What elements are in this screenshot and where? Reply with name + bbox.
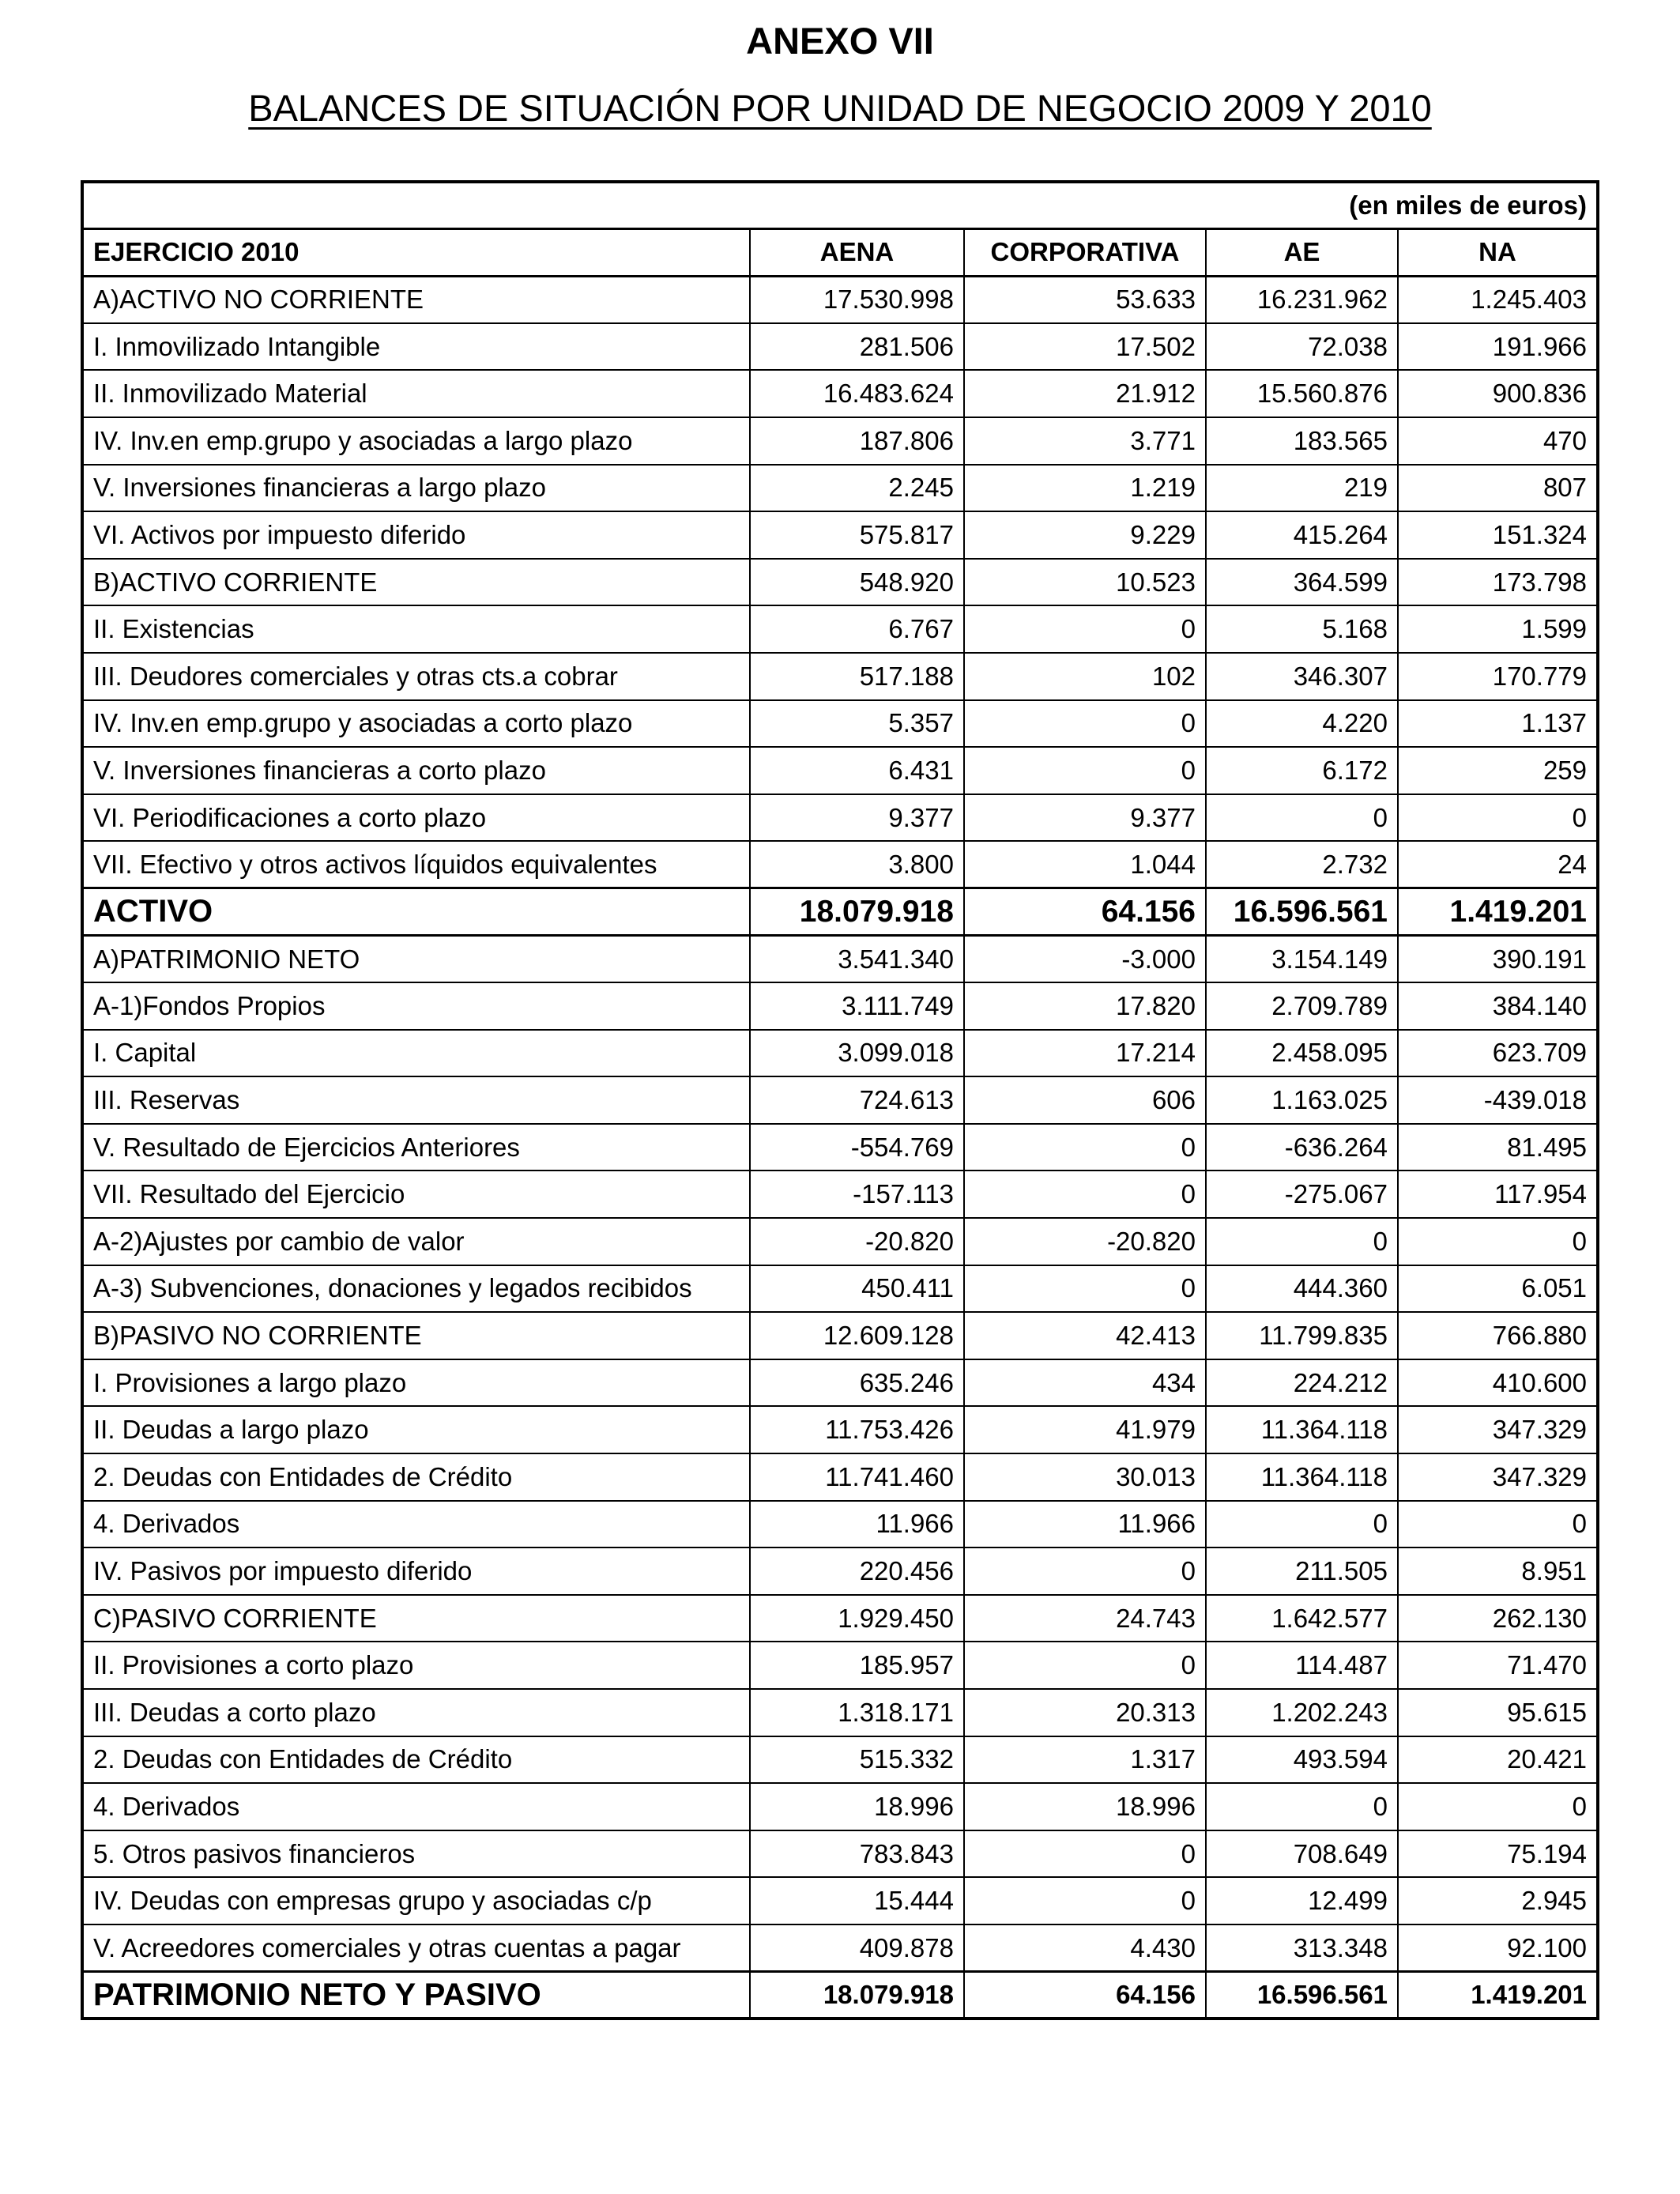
cell-aena: -554.769 bbox=[750, 1124, 964, 1171]
cell-ae: 1.202.243 bbox=[1206, 1689, 1398, 1736]
cell-corporativa: 17.820 bbox=[964, 982, 1206, 1030]
cell-ae: 0 bbox=[1206, 1501, 1398, 1548]
cell-na: 0 bbox=[1398, 794, 1598, 842]
cell-aena: 6.431 bbox=[750, 747, 964, 794]
table-row bbox=[82, 841, 1598, 888]
cell-na: 71.470 bbox=[1398, 1642, 1598, 1689]
cell-ae: 11.364.118 bbox=[1206, 1453, 1398, 1501]
cell-ae: 15.560.876 bbox=[1206, 370, 1398, 417]
cell-ae: 16.231.962 bbox=[1206, 276, 1398, 323]
row-label: I. Capital bbox=[82, 1030, 750, 1077]
cell-ae: 444.360 bbox=[1206, 1265, 1398, 1313]
cell-aena: 517.188 bbox=[750, 653, 964, 700]
cell-na: 900.836 bbox=[1398, 370, 1598, 417]
table-row bbox=[82, 323, 1598, 371]
cell-ae: 12.499 bbox=[1206, 1877, 1398, 1924]
cell-aena: 18.079.918 bbox=[750, 888, 964, 936]
cell-aena: 724.613 bbox=[750, 1076, 964, 1124]
cell-ae: 364.599 bbox=[1206, 559, 1398, 606]
row-label: I. Provisiones a largo plazo bbox=[82, 1359, 750, 1407]
cell-na: 623.709 bbox=[1398, 1030, 1598, 1077]
table-row bbox=[82, 1642, 1598, 1689]
cell-na: 1.599 bbox=[1398, 605, 1598, 653]
cell-aena: 450.411 bbox=[750, 1265, 964, 1313]
table-row bbox=[82, 653, 1598, 700]
cell-na: 75.194 bbox=[1398, 1830, 1598, 1878]
row-label: V. Acreedores comerciales y otras cuentas a pagar bbox=[82, 1924, 750, 1972]
cell-na: 0 bbox=[1398, 1501, 1598, 1548]
cell-aena: 17.530.998 bbox=[750, 276, 964, 323]
cell-ae: 313.348 bbox=[1206, 1924, 1398, 1972]
cell-ae: 493.594 bbox=[1206, 1736, 1398, 1784]
cell-aena: 2.245 bbox=[750, 465, 964, 512]
cell-na: 347.329 bbox=[1398, 1406, 1598, 1453]
table-row bbox=[82, 1547, 1598, 1595]
cell-na: 259 bbox=[1398, 747, 1598, 794]
cell-na: 92.100 bbox=[1398, 1924, 1598, 1972]
cell-aena: 6.767 bbox=[750, 605, 964, 653]
cell-aena: 281.506 bbox=[750, 323, 964, 371]
table-row bbox=[82, 1076, 1598, 1124]
cell-na: 1.419.201 bbox=[1398, 888, 1598, 936]
cell-na: 151.324 bbox=[1398, 511, 1598, 559]
cell-corporativa: 11.966 bbox=[964, 1501, 1206, 1548]
row-label: B)PASIVO NO CORRIENTE bbox=[82, 1312, 750, 1359]
cell-aena: 12.609.128 bbox=[750, 1312, 964, 1359]
row-label: III. Deudores comerciales y otras cts.a cobrar bbox=[82, 653, 750, 700]
cell-aena: 575.817 bbox=[750, 511, 964, 559]
cell-ae: -636.264 bbox=[1206, 1124, 1398, 1171]
cell-na: 1.245.403 bbox=[1398, 276, 1598, 323]
cell-na: 81.495 bbox=[1398, 1124, 1598, 1171]
cell-na: 390.191 bbox=[1398, 936, 1598, 983]
cell-corporativa: 9.229 bbox=[964, 511, 1206, 559]
cell-corporativa: 53.633 bbox=[964, 276, 1206, 323]
cell-na: 1.419.201 bbox=[1398, 1972, 1598, 2019]
cell-ae: 0 bbox=[1206, 1218, 1398, 1265]
cell-na: 410.600 bbox=[1398, 1359, 1598, 1407]
row-label: I. Inmovilizado Intangible bbox=[82, 323, 750, 371]
row-label: V. Inversiones financieras a corto plazo bbox=[82, 747, 750, 794]
cell-na: 0 bbox=[1398, 1783, 1598, 1830]
row-label: IV. Inv.en emp.grupo y asociadas a corto plazo bbox=[82, 700, 750, 748]
page-title: ANEXO VII bbox=[746, 20, 934, 62]
cell-aena: 18.996 bbox=[750, 1783, 964, 1830]
cell-na: 0 bbox=[1398, 1218, 1598, 1265]
cell-ae: 3.154.149 bbox=[1206, 936, 1398, 983]
row-label: A-1)Fondos Propios bbox=[82, 982, 750, 1030]
row-label: VI. Periodificaciones a corto plazo bbox=[82, 794, 750, 842]
cell-aena: 11.741.460 bbox=[750, 1453, 964, 1501]
page-subtitle bbox=[0, 84, 1680, 133]
column-header-aena: AENA bbox=[750, 229, 964, 277]
row-label: 4. Derivados bbox=[82, 1783, 750, 1830]
cell-na: 173.798 bbox=[1398, 559, 1598, 606]
cell-corporativa: 24.743 bbox=[964, 1595, 1206, 1642]
cell-aena: 548.920 bbox=[750, 559, 964, 606]
cell-ae: 2.709.789 bbox=[1206, 982, 1398, 1030]
cell-na: 191.966 bbox=[1398, 323, 1598, 371]
cell-ae: 72.038 bbox=[1206, 323, 1398, 371]
table-row bbox=[82, 1218, 1598, 1265]
table-row bbox=[82, 417, 1598, 465]
cell-corporativa: 0 bbox=[964, 700, 1206, 748]
table-row bbox=[82, 936, 1598, 983]
cell-aena: 783.843 bbox=[750, 1830, 964, 1878]
cell-corporativa: 17.214 bbox=[964, 1030, 1206, 1077]
cell-aena: 1.929.450 bbox=[750, 1595, 964, 1642]
table-row bbox=[82, 1171, 1598, 1218]
cell-corporativa: 102 bbox=[964, 653, 1206, 700]
cell-aena: 16.483.624 bbox=[750, 370, 964, 417]
cell-corporativa: 0 bbox=[964, 1171, 1206, 1218]
units-row bbox=[82, 182, 1598, 229]
cell-aena: 3.800 bbox=[750, 841, 964, 888]
cell-na: 470 bbox=[1398, 417, 1598, 465]
table-row bbox=[82, 1124, 1598, 1171]
cell-na: 766.880 bbox=[1398, 1312, 1598, 1359]
table-row bbox=[82, 1689, 1598, 1736]
cell-ae: 1.642.577 bbox=[1206, 1595, 1398, 1642]
cell-aena: 9.377 bbox=[750, 794, 964, 842]
cell-aena: 515.332 bbox=[750, 1736, 964, 1784]
cell-corporativa: 434 bbox=[964, 1359, 1206, 1407]
cell-ae: 0 bbox=[1206, 794, 1398, 842]
cell-aena: 635.246 bbox=[750, 1359, 964, 1407]
cell-aena: 11.753.426 bbox=[750, 1406, 964, 1453]
cell-ae: 2.732 bbox=[1206, 841, 1398, 888]
units-note: (en miles de euros) bbox=[82, 182, 1598, 229]
row-label: V. Resultado de Ejercicios Anteriores bbox=[82, 1124, 750, 1171]
cell-na: 20.421 bbox=[1398, 1736, 1598, 1784]
row-label: C)PASIVO CORRIENTE bbox=[82, 1595, 750, 1642]
row-label: VII. Efectivo y otros activos líquidos equivalentes bbox=[82, 841, 750, 888]
cell-ae: 0 bbox=[1206, 1783, 1398, 1830]
row-label: VI. Activos por impuesto diferido bbox=[82, 511, 750, 559]
row-label: 2. Deudas con Entidades de Crédito bbox=[82, 1453, 750, 1501]
table-row bbox=[82, 465, 1598, 512]
cell-aena: 3.541.340 bbox=[750, 936, 964, 983]
cell-na: -439.018 bbox=[1398, 1076, 1598, 1124]
table-row bbox=[82, 1924, 1598, 1972]
table-row bbox=[82, 1877, 1598, 1924]
table-row bbox=[82, 1595, 1598, 1642]
cell-corporativa: 0 bbox=[964, 1642, 1206, 1689]
row-label: A)PATRIMONIO NETO bbox=[82, 936, 750, 983]
row-label: A-2)Ajustes por cambio de valor bbox=[82, 1218, 750, 1265]
row-label: VII. Resultado del Ejercicio bbox=[82, 1171, 750, 1218]
cell-corporativa: 0 bbox=[964, 1265, 1206, 1313]
table-row bbox=[82, 511, 1598, 559]
cell-corporativa: 9.377 bbox=[964, 794, 1206, 842]
cell-na: 117.954 bbox=[1398, 1171, 1598, 1218]
cell-corporativa: -3.000 bbox=[964, 936, 1206, 983]
row-label: 5. Otros pasivos financieros bbox=[82, 1830, 750, 1878]
cell-ae: 16.596.561 bbox=[1206, 888, 1398, 936]
cell-ae: 211.505 bbox=[1206, 1547, 1398, 1595]
cell-corporativa: 4.430 bbox=[964, 1924, 1206, 1972]
row-label: ACTIVO bbox=[82, 888, 750, 936]
cell-ae: 4.220 bbox=[1206, 700, 1398, 748]
cell-corporativa: 41.979 bbox=[964, 1406, 1206, 1453]
cell-aena: -157.113 bbox=[750, 1171, 964, 1218]
row-label: PATRIMONIO NETO Y PASIVO bbox=[82, 1972, 750, 2019]
cell-corporativa: 10.523 bbox=[964, 559, 1206, 606]
table-row bbox=[82, 982, 1598, 1030]
cell-aena: 3.111.749 bbox=[750, 982, 964, 1030]
cell-aena: 185.957 bbox=[750, 1642, 964, 1689]
table-row bbox=[82, 1265, 1598, 1313]
row-label: IV. Inv.en emp.grupo y asociadas a largo plazo bbox=[82, 417, 750, 465]
cell-na: 262.130 bbox=[1398, 1595, 1598, 1642]
column-header-corporativa: CORPORATIVA bbox=[964, 229, 1206, 277]
cell-ae: 183.565 bbox=[1206, 417, 1398, 465]
table-body bbox=[82, 182, 1598, 2019]
table-row bbox=[82, 1406, 1598, 1453]
row-label: 4. Derivados bbox=[82, 1501, 750, 1548]
row-label: II. Deudas a largo plazo bbox=[82, 1406, 750, 1453]
cell-na: 2.945 bbox=[1398, 1877, 1598, 1924]
cell-na: 8.951 bbox=[1398, 1547, 1598, 1595]
subtitle-text: BALANCES DE SITUACIÓN POR UNIDAD DE NEGOCIO 2009 Y 2010 bbox=[248, 87, 1432, 129]
table-row bbox=[82, 1830, 1598, 1878]
cell-na: 6.051 bbox=[1398, 1265, 1598, 1313]
row-label: IV. Deudas con empresas grupo y asociadas c/p bbox=[82, 1877, 750, 1924]
cell-corporativa: 0 bbox=[964, 1830, 1206, 1878]
row-label: B)ACTIVO CORRIENTE bbox=[82, 559, 750, 606]
cell-aena: 18.079.918 bbox=[750, 1972, 964, 2019]
cell-corporativa: 64.156 bbox=[964, 888, 1206, 936]
cell-ae: -275.067 bbox=[1206, 1171, 1398, 1218]
cell-corporativa: 0 bbox=[964, 1124, 1206, 1171]
row-label: V. Inversiones financieras a largo plazo bbox=[82, 465, 750, 512]
cell-aena: 5.357 bbox=[750, 700, 964, 748]
table-row bbox=[82, 1359, 1598, 1407]
column-header-na: NA bbox=[1398, 229, 1598, 277]
cell-corporativa: 0 bbox=[964, 1877, 1206, 1924]
cell-corporativa: 64.156 bbox=[964, 1972, 1206, 2019]
cell-corporativa: 1.317 bbox=[964, 1736, 1206, 1784]
cell-ae: 11.364.118 bbox=[1206, 1406, 1398, 1453]
cell-corporativa: 20.313 bbox=[964, 1689, 1206, 1736]
table-row bbox=[82, 370, 1598, 417]
cell-corporativa: 0 bbox=[964, 1547, 1206, 1595]
cell-na: 170.779 bbox=[1398, 653, 1598, 700]
table-row bbox=[82, 700, 1598, 748]
row-label: 2. Deudas con Entidades de Crédito bbox=[82, 1736, 750, 1784]
table-row bbox=[82, 276, 1598, 323]
cell-aena: -20.820 bbox=[750, 1218, 964, 1265]
cell-aena: 15.444 bbox=[750, 1877, 964, 1924]
cell-na: 95.615 bbox=[1398, 1689, 1598, 1736]
cell-na: 1.137 bbox=[1398, 700, 1598, 748]
cell-na: 347.329 bbox=[1398, 1453, 1598, 1501]
cell-ae: 224.212 bbox=[1206, 1359, 1398, 1407]
total-row-activo bbox=[82, 888, 1598, 936]
cell-corporativa: 42.413 bbox=[964, 1312, 1206, 1359]
cell-ae: 415.264 bbox=[1206, 511, 1398, 559]
row-label: III. Deudas a corto plazo bbox=[82, 1689, 750, 1736]
table-row bbox=[82, 559, 1598, 606]
cell-corporativa: 0 bbox=[964, 605, 1206, 653]
table-row bbox=[82, 747, 1598, 794]
row-label: III. Reservas bbox=[82, 1076, 750, 1124]
cell-ae: 2.458.095 bbox=[1206, 1030, 1398, 1077]
cell-ae: 6.172 bbox=[1206, 747, 1398, 794]
table-row bbox=[82, 1030, 1598, 1077]
row-label: IV. Pasivos por impuesto diferido bbox=[82, 1547, 750, 1595]
row-label: II. Inmovilizado Material bbox=[82, 370, 750, 417]
cell-aena: 409.878 bbox=[750, 1924, 964, 1972]
cell-aena: 1.318.171 bbox=[750, 1689, 964, 1736]
cell-aena: 187.806 bbox=[750, 417, 964, 465]
cell-na: 384.140 bbox=[1398, 982, 1598, 1030]
cell-corporativa: 606 bbox=[964, 1076, 1206, 1124]
row-label: A)ACTIVO NO CORRIENTE bbox=[82, 276, 750, 323]
header-row bbox=[82, 229, 1598, 277]
column-header-ae: AE bbox=[1206, 229, 1398, 277]
cell-ae: 708.649 bbox=[1206, 1830, 1398, 1878]
cell-aena: 3.099.018 bbox=[750, 1030, 964, 1077]
table-row bbox=[82, 1453, 1598, 1501]
cell-corporativa: 18.996 bbox=[964, 1783, 1206, 1830]
cell-ae: 346.307 bbox=[1206, 653, 1398, 700]
table-row bbox=[82, 1783, 1598, 1830]
table-row bbox=[82, 1312, 1598, 1359]
cell-ae: 114.487 bbox=[1206, 1642, 1398, 1689]
row-label: A-3) Subvenciones, donaciones y legados recibidos bbox=[82, 1265, 750, 1313]
cell-corporativa: 21.912 bbox=[964, 370, 1206, 417]
cell-aena: 220.456 bbox=[750, 1547, 964, 1595]
cell-ae: 219 bbox=[1206, 465, 1398, 512]
table-row bbox=[82, 1501, 1598, 1548]
cell-corporativa: 30.013 bbox=[964, 1453, 1206, 1501]
cell-ae: 16.596.561 bbox=[1206, 1972, 1398, 2019]
row-label: II. Provisiones a corto plazo bbox=[82, 1642, 750, 1689]
cell-ae: 5.168 bbox=[1206, 605, 1398, 653]
cell-corporativa: 1.044 bbox=[964, 841, 1206, 888]
cell-ae: 11.799.835 bbox=[1206, 1312, 1398, 1359]
cell-aena: 11.966 bbox=[750, 1501, 964, 1548]
cell-corporativa: -20.820 bbox=[964, 1218, 1206, 1265]
cell-corporativa: 0 bbox=[964, 747, 1206, 794]
table-row bbox=[82, 1736, 1598, 1784]
header-label: EJERCICIO 2010 bbox=[82, 229, 750, 277]
balance-sheet-table bbox=[81, 180, 1599, 2020]
table-row bbox=[82, 794, 1598, 842]
row-label: II. Existencias bbox=[82, 605, 750, 653]
cell-na: 24 bbox=[1398, 841, 1598, 888]
cell-ae: 1.163.025 bbox=[1206, 1076, 1398, 1124]
cell-corporativa: 1.219 bbox=[964, 465, 1206, 512]
cell-corporativa: 17.502 bbox=[964, 323, 1206, 371]
cell-na: 807 bbox=[1398, 465, 1598, 512]
table-row bbox=[82, 605, 1598, 653]
total-row-patrimonio-neto-y-pasivo bbox=[82, 1972, 1598, 2019]
cell-corporativa: 3.771 bbox=[964, 417, 1206, 465]
